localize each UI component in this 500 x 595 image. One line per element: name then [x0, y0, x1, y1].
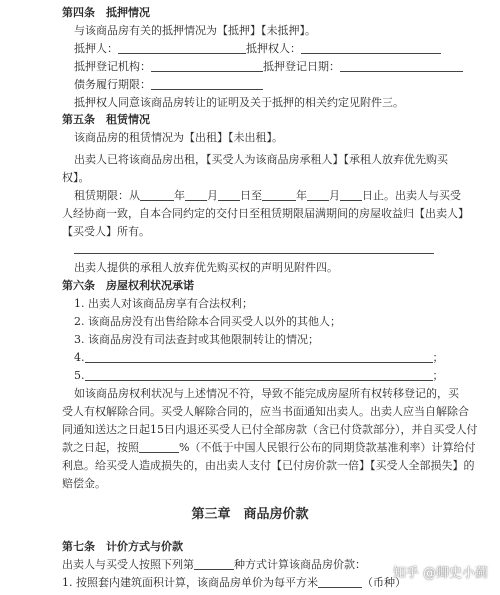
- lease-end-month-blank[interactable]: [307, 189, 329, 201]
- promise-item-4: [74, 351, 444, 365]
- unit-price-label: 1. 按照套内建筑面积计算，该商品房单价为每平方米: [62, 576, 318, 589]
- mortgage-status-line: 与该商品房有关的抵押情况为【抵押】【未抵押】。: [74, 24, 316, 37]
- article-7-title: 第七条 计价方式与价款: [62, 540, 183, 553]
- lease-line-2: 出卖人已将该商品房出租，【买受人为该商品房承租人】【承租人放弃优先购买: [74, 153, 448, 166]
- lease-extra-blank[interactable]: [74, 253, 434, 254]
- lease-start-day-blank[interactable]: [218, 189, 240, 201]
- item-5-number: 5.: [74, 369, 85, 382]
- article-4-title: 第四条 抵押情况: [62, 6, 150, 19]
- mortgage-attachment-line: 抵押权人同意该商品房转让的证明及关于抵押的相关约定见附件三。: [74, 96, 404, 109]
- year-label: 年: [174, 189, 185, 202]
- item-4-number: 4.: [74, 351, 85, 364]
- debt-term-label: 债务履行期限：: [74, 78, 151, 91]
- debt-term-blank[interactable]: [151, 78, 263, 90]
- lease-start-year-blank[interactable]: [140, 189, 174, 201]
- promise-item-1: 1. 出卖人对该商品房享有合法权利；: [74, 297, 253, 310]
- lease-attachment-line: 出卖人提供的承租人放弃优先购买权的声明见附件四。: [74, 261, 338, 274]
- breach-line-3: 同通知送达之日起15日内退还买受人已付全部房款（含已付贷款部分），并自买受人付: [62, 423, 478, 436]
- breach-line-6: 赔偿金。: [62, 477, 106, 490]
- breach-line-4: [62, 441, 475, 455]
- article-6-title: 第六条 房屋权利状况承诺: [62, 279, 194, 292]
- interest-label: 款之日起，按照: [62, 441, 139, 454]
- promise-item-4-blank[interactable]: [85, 351, 433, 363]
- lease-line-5: 人经协商一致，自本合同约定的交付日至租赁期限届满期间的房屋收益归【出卖人】: [62, 207, 469, 220]
- mortgage-date-label: 抵押登记日期：: [263, 60, 340, 73]
- mortgage-agency-blank[interactable]: [151, 60, 263, 72]
- chapter-3-heading: 第三章 商品房价款: [191, 507, 309, 522]
- lease-start-month-blank[interactable]: [185, 189, 207, 201]
- breach-line-2: 受人有权解除合同。买受人解除合同的，应当书面通知出卖人。出卖人应当自解除合: [62, 405, 469, 418]
- pricing-method-label: 出卖人与买受人按照下列第: [62, 558, 194, 571]
- lease-line-3: 权】。: [62, 171, 90, 184]
- semicolon: ；: [432, 351, 444, 364]
- year-label: 年: [296, 189, 307, 202]
- article-5-title: 第五条 租赁情况: [62, 113, 150, 126]
- lease-end-day-blank[interactable]: [340, 189, 362, 201]
- mortgage-date-blank[interactable]: [340, 60, 463, 72]
- mortgagor-label: 抵押人：: [74, 42, 118, 55]
- semicolon: ；: [432, 369, 444, 382]
- mortgage-agency-label: 抵押登记机构：: [74, 60, 151, 73]
- pricing-method-tail: 种方式计算该商品房价款：: [234, 558, 366, 571]
- promise-item-5: [74, 369, 444, 383]
- mortgagee-label: 抵押权人：: [246, 42, 301, 55]
- interest-rate-blank[interactable]: [139, 441, 179, 453]
- mortgagor-line: [74, 42, 441, 56]
- month-label: 月: [207, 189, 218, 202]
- lease-term-line: [74, 189, 461, 203]
- month-label: 月: [329, 189, 340, 202]
- breach-line-5: 利息。给买受人造成损失的，由出卖人支付【已付房价款一倍】【买受人全部损失】的: [62, 459, 475, 472]
- promise-item-5-blank[interactable]: [85, 369, 433, 381]
- lease-end-year-blank[interactable]: [262, 189, 296, 201]
- unit-price-blank[interactable]: [318, 576, 362, 588]
- lease-status-line: 该商品房的租赁情况为【出租】【未出租】。: [74, 131, 283, 144]
- lease-term-tail: 日止。出卖人与买受: [362, 189, 461, 202]
- debt-term-line: [74, 78, 263, 92]
- interest-tail: %（不低于中国人民银行公布的同期贷款基准利率）计算给付: [179, 441, 476, 454]
- unit-price-line: [62, 576, 406, 590]
- day-to-label: 日至: [240, 189, 262, 202]
- pricing-method-blank[interactable]: [194, 558, 234, 570]
- mortgagee-blank[interactable]: [301, 42, 441, 54]
- lease-line-6: 【买受人】所有。: [62, 225, 150, 238]
- registration-line: [74, 60, 463, 74]
- promise-item-3: 3. 该商品房没有司法查封或其他限制转让的情况；: [74, 333, 319, 346]
- zhihu-watermark: 知乎 @卿史小蓟: [392, 566, 488, 581]
- lease-term-label: 租赁期限：从: [74, 189, 140, 202]
- currency-label: （币种）: [362, 576, 406, 589]
- mortgagor-blank[interactable]: [118, 42, 246, 54]
- pricing-method-line: [62, 558, 366, 572]
- breach-line-1: 如该商品房权利状况与上述情况不符，导致不能完成房屋所有权转移登记的，买: [74, 387, 459, 400]
- promise-item-2: 2. 该商品房没有出售给除本合同买受人以外的其他人；: [74, 315, 341, 328]
